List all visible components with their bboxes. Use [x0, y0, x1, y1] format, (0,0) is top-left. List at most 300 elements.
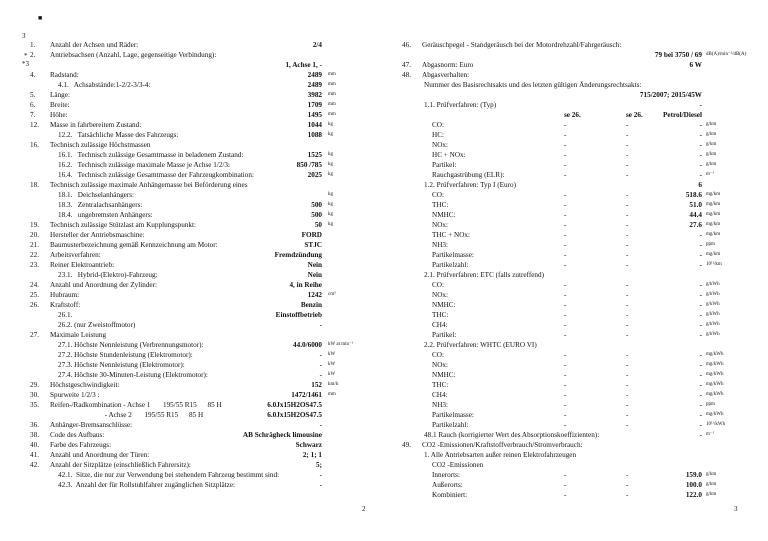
spec-row: [0, 200, 384, 210]
item-number: 12.: [30, 121, 39, 129]
item-label: NOx:: [432, 291, 448, 299]
item-unit: cm³: [328, 292, 336, 297]
item-label: THC + NOx:: [432, 231, 470, 239]
emission-row: [384, 300, 768, 310]
spec-row: [0, 350, 384, 360]
item-label: CO:: [432, 351, 444, 359]
emission-row: [384, 320, 768, 330]
item-value: Benzin: [300, 301, 322, 309]
item-number: 27.: [30, 331, 39, 339]
column-2-value: -: [626, 131, 629, 139]
corner-mark: *3: [22, 60, 29, 68]
emission-row: [384, 90, 768, 100]
column-1-value: -: [564, 471, 567, 479]
item-label: Baumusterbezeichnung gemäß Kennzeichnung am Motor:: [50, 241, 218, 249]
item-label: Technisch zulässige Höchstmassen: [50, 141, 151, 149]
emission-row: [384, 190, 768, 200]
item-unit: m⁻¹: [706, 432, 715, 437]
item-label: Höchstgeschwindigkeit:: [50, 381, 120, 389]
item-value: 27.6: [689, 221, 702, 229]
column-1-value: -: [564, 331, 567, 339]
spec-row: [0, 460, 384, 470]
item-label: Reifen-/Radkombination - Achse 1 195/55 R15 85 H: [50, 401, 222, 409]
item-value: -: [699, 411, 702, 419]
spec-row: [0, 210, 384, 220]
column-1-value: se 26.: [564, 111, 581, 119]
item-label: 27.2. Höchste Stundenleistung (Elektromotor):: [58, 351, 193, 359]
column-1-value: -: [564, 161, 567, 169]
item-value: -: [319, 351, 322, 359]
spec-row: [0, 440, 384, 450]
item-value: 44.0/6000: [293, 341, 322, 349]
column-1-value: -: [564, 211, 567, 219]
column-2-value: -: [626, 261, 629, 269]
item-label: Partikelzahl:: [432, 421, 469, 429]
item-label: 27.3. Höchste Nennleistung (Elektromotor):: [58, 361, 185, 369]
item-number: 40.: [30, 441, 39, 449]
column-2-value: -: [626, 151, 629, 159]
item-label: 4.1. Achsabstände:1-2/2-3/3-4:: [58, 81, 151, 89]
item-unit: g/km: [706, 482, 717, 487]
column-2-value: -: [626, 291, 629, 299]
item-number: 38.: [30, 431, 39, 439]
emission-row: [384, 250, 768, 260]
item-unit: kg: [328, 162, 333, 167]
item-label: Höhe:: [50, 111, 68, 119]
column-1-value: -: [564, 491, 567, 499]
item-label: Antriebsachsen (Anzahl, Lage, gegenseitige Verbindung):: [50, 51, 217, 59]
item-value: 44.4: [689, 211, 702, 219]
item-value: -: [699, 391, 702, 399]
item-number: 42.: [30, 461, 39, 469]
column-2-value: -: [626, 371, 629, 379]
spec-row: [0, 80, 384, 90]
item-number: 41.: [30, 451, 39, 459]
spec-row: [0, 400, 384, 410]
item-label: Nummer des Basisrechtsakts und des letzten gültigen Änderungsrechtsakts:: [424, 81, 642, 89]
item-value: 1525: [307, 151, 322, 159]
item-value: 3982: [307, 91, 322, 99]
column-1-value: -: [564, 231, 567, 239]
item-value: -: [699, 151, 702, 159]
item-value: -: [699, 291, 702, 299]
item-label: Technisch zulässige Stützlast am Kupplungspunkt:: [50, 221, 197, 229]
emission-row: [384, 260, 768, 270]
item-number: 49.: [402, 441, 411, 449]
emission-row: [384, 400, 768, 410]
item-label: THC:: [432, 201, 449, 209]
item-number: 16.: [30, 141, 39, 149]
column-1-value: -: [564, 171, 567, 179]
item-unit: g/km: [706, 492, 717, 497]
column-1-value: -: [564, 201, 567, 209]
emission-row: [384, 60, 768, 70]
item-label: 16.4. Technisch zulässige Gesamtmasse der Fahrzeugkombination:: [58, 171, 254, 179]
item-unit: mm: [328, 72, 336, 77]
item-label: CO2 -Emissionen/Kraftstoffverbrauch/Stromverbrauch:: [422, 441, 583, 449]
item-value: 2489: [307, 81, 322, 89]
item-value: 500: [311, 211, 322, 219]
spec-row: [0, 240, 384, 250]
column-2-value: -: [626, 221, 629, 229]
item-label: Masse in fahrbereitem Zustand:: [50, 121, 142, 129]
item-label: 18.1. Deichselanhängers:: [58, 191, 135, 199]
item-unit: ppm: [706, 242, 715, 247]
emission-row: [384, 430, 768, 440]
item-unit: mg/kWh: [706, 362, 724, 367]
item-label: CO:: [432, 281, 444, 289]
item-value: -: [699, 381, 702, 389]
item-label: 42.1. Sitze, die nur zur Verwendung bei stehendem Fahrzeug bestimmt sind:: [58, 471, 280, 479]
item-unit: mg/km: [706, 252, 721, 257]
item-value: 850 /785: [296, 161, 322, 169]
column-2-value: -: [626, 331, 629, 339]
item-value: Nein: [307, 261, 322, 269]
item-label: Geräuschpegel - Standgeräusch bei der Motordrehzahl/Fahrgeräusch:: [422, 41, 622, 49]
item-label: Abgasnorm: Euro: [422, 61, 474, 69]
item-number: 4.: [30, 71, 36, 79]
item-label: NH3:: [432, 241, 448, 249]
item-unit: g/km: [706, 472, 717, 477]
column-2-value: -: [626, 171, 629, 179]
item-value: 6.0Jx15H2OS47.5: [267, 411, 322, 419]
item-value: -: [699, 321, 702, 329]
item-label: Hersteller der Antriebsmaschine:: [50, 231, 145, 239]
item-unit: g/km: [706, 132, 717, 137]
item-label: Arbeitsverfahren:: [50, 251, 101, 259]
emission-row: [384, 410, 768, 420]
emission-row: [384, 140, 768, 150]
item-unit: kg: [328, 152, 333, 157]
emission-row: [384, 330, 768, 340]
item-label: Spurweite 1/2/3 :: [50, 391, 100, 399]
item-unit: mg/kWh: [706, 372, 724, 377]
item-value: -: [699, 101, 702, 109]
spec-row: [0, 340, 384, 350]
item-label: CO:: [432, 191, 444, 199]
item-value: 159.0: [685, 471, 702, 479]
item-number: 47.: [402, 61, 411, 69]
item-value: -: [699, 301, 702, 309]
item-value: -: [699, 401, 702, 409]
column-2-value: -: [626, 301, 629, 309]
item-unit: kW at min⁻¹: [328, 342, 354, 347]
item-label: Anzahl und Anordnung der Zylinder:: [50, 281, 157, 289]
column-1-value: -: [564, 311, 567, 319]
column-2-value: -: [626, 321, 629, 329]
item-unit: mg/kWh: [706, 392, 724, 397]
item-unit: mm: [328, 392, 336, 397]
item-label: HC:: [432, 131, 444, 139]
item-value: -: [699, 121, 702, 129]
item-unit: g/km: [706, 142, 717, 147]
column-1-value: -: [564, 361, 567, 369]
item-unit: kW: [328, 352, 336, 357]
item-value: -: [699, 281, 702, 289]
item-label: NOx:: [432, 361, 448, 369]
column-2-value: -: [626, 251, 629, 259]
emission-row: [384, 170, 768, 180]
item-unit: g/kWh: [706, 302, 720, 307]
item-number: 2.: [30, 51, 36, 59]
item-label: 18.4. ungebremsten Anhängers:: [58, 211, 153, 219]
item-number: 23.: [30, 261, 39, 269]
item-unit: ppm: [706, 402, 715, 407]
item-label: CH4:: [432, 391, 448, 399]
spec-row: [0, 180, 384, 190]
item-label: Hubraum:: [50, 291, 80, 299]
item-unit: g/kWh: [706, 322, 720, 327]
item-number: 20.: [30, 231, 39, 239]
item-label: 1.1. Prüfverfahren: (Typ): [424, 101, 497, 109]
page-number: 3: [734, 505, 738, 513]
item-unit: mg/kWh: [706, 412, 724, 417]
item-unit: kg: [328, 192, 333, 197]
spec-row: [0, 320, 384, 330]
item-value: 1472/1461: [291, 391, 322, 399]
column-1-value: -: [564, 351, 567, 359]
item-unit: mm: [328, 92, 336, 97]
item-unit: g/kWh: [706, 312, 720, 317]
item-value: 500: [311, 201, 322, 209]
item-value: 6: [698, 181, 702, 189]
item-value: Petrol/Diesel: [663, 111, 702, 119]
item-label: Innerorts:: [432, 471, 460, 479]
item-label: NMHC:: [432, 301, 456, 309]
item-value: 1709: [307, 101, 322, 109]
emission-row: [384, 40, 768, 50]
emission-row: [384, 80, 768, 90]
item-value: -: [699, 421, 702, 429]
emission-row: [384, 420, 768, 430]
column-1-value: -: [564, 291, 567, 299]
item-label: NMHC:: [432, 211, 456, 219]
item-value: -: [699, 141, 702, 149]
column-2-value: -: [626, 161, 629, 169]
column-2-value: -: [626, 381, 629, 389]
item-label: Anzahl und Anordnung der Türen:: [50, 451, 150, 459]
emission-row: [384, 340, 768, 350]
emission-row: [384, 310, 768, 320]
spec-row: [0, 330, 384, 340]
column-1-value: -: [564, 421, 567, 429]
item-value: -: [699, 171, 702, 179]
column-1-value: -: [564, 481, 567, 489]
emission-row: [384, 220, 768, 230]
item-label: 48.1 Rauch (korrigierter Wert des Absorptionskoeffizienten):: [424, 431, 600, 439]
item-value: -: [319, 481, 322, 489]
corner-mark: 3: [22, 32, 26, 40]
item-label: 23.1. Hybrid-(Elektro)-Fahrzeug:: [58, 271, 158, 279]
spec-row: [0, 250, 384, 260]
spec-row: [0, 120, 384, 130]
item-label: Breite:: [50, 101, 70, 109]
spec-row: [0, 390, 384, 400]
item-label: NMHC:: [432, 371, 456, 379]
item-value: STJC: [304, 241, 322, 249]
item-number: 21.: [30, 241, 39, 249]
item-label: NH3:: [432, 401, 448, 409]
item-value: 2025: [307, 171, 322, 179]
column-1-value: -: [564, 151, 567, 159]
spec-row: [0, 450, 384, 460]
column-2-value: se 26.: [626, 111, 643, 119]
spec-row: [0, 420, 384, 430]
page-number: 2: [362, 505, 366, 513]
item-value: -: [319, 361, 322, 369]
item-label: 12.2. Tatsächliche Masse des Fahrzeugs:: [58, 131, 179, 139]
emission-row: [384, 290, 768, 300]
item-label: Partikel:: [432, 161, 457, 169]
emission-row: [384, 110, 768, 120]
column-2-value: -: [626, 421, 629, 429]
item-label: 26.2. (nur Zweistoffmotor): [58, 321, 136, 329]
spec-row: [0, 60, 384, 70]
column-1-value: -: [564, 301, 567, 309]
item-number: 48.: [402, 71, 411, 79]
item-label: Länge:: [50, 91, 70, 99]
item-unit: mg/kWh: [706, 382, 724, 387]
spec-row: [0, 110, 384, 120]
column-2-value: -: [626, 491, 629, 499]
item-value: 2; 1; 1: [302, 451, 322, 459]
item-unit: mm: [328, 102, 336, 107]
item-unit: mg/kWh: [706, 352, 724, 357]
item-value: 50: [314, 221, 322, 229]
item-label: CO2 -Emissionen: [432, 461, 484, 469]
item-unit: kW: [328, 372, 336, 377]
item-value: -: [699, 431, 702, 439]
column-2-value: -: [626, 481, 629, 489]
item-label: 42.3. Anzahl der für Rollstuhlfahrer zugänglichen Sitzplätze:: [58, 481, 236, 489]
spec-row: [0, 90, 384, 100]
spec-row: [0, 370, 384, 380]
column-2-value: -: [626, 391, 629, 399]
item-unit: kg: [328, 212, 333, 217]
emission-row: [384, 130, 768, 140]
item-value: -: [319, 371, 322, 379]
emission-row: [384, 270, 768, 280]
item-number: 6.: [30, 101, 36, 109]
spec-row: [0, 380, 384, 390]
item-unit: 10¹¹/kWh: [706, 422, 726, 427]
item-value: 2489: [307, 71, 322, 79]
item-label: 26.1.: [58, 311, 73, 319]
item-value: 122.0: [685, 491, 702, 499]
column-1-value: -: [564, 251, 567, 259]
item-label: 1. Alle Antriebsarten außer reinen Elektrofahrzeugen: [424, 451, 577, 459]
item-value: -: [699, 241, 702, 249]
column-1-value: -: [564, 371, 567, 379]
item-unit: mg/km: [706, 192, 721, 197]
item-label: Kraftstoff:: [50, 301, 81, 309]
item-number: 25.: [30, 291, 39, 299]
item-value: 152: [311, 381, 322, 389]
item-unit: g/km: [706, 122, 717, 127]
item-number: 36.: [30, 421, 39, 429]
item-label: Maximale Leistung: [50, 331, 107, 339]
column-2-value: -: [626, 191, 629, 199]
emission-row: [384, 390, 768, 400]
item-label: - Achse 2 195/55 R15 85 H: [58, 411, 204, 419]
item-value: 1242: [307, 291, 322, 299]
item-number: 24.: [30, 281, 39, 289]
spec-row: [0, 50, 384, 60]
column-2-value: -: [626, 241, 629, 249]
item-label: Anzahl der Sitzplätze (einschließlich Fahrersitz):: [50, 461, 191, 469]
item-value: -: [699, 311, 702, 319]
emission-row: [384, 460, 768, 470]
emission-row: [384, 380, 768, 390]
item-label: Radstand:: [50, 71, 79, 79]
spec-row: [0, 40, 384, 50]
item-label: Abgasverhalten:: [422, 71, 470, 79]
item-unit: mg/km: [706, 202, 721, 207]
emission-row: [384, 50, 768, 60]
item-value: 1044: [307, 121, 322, 129]
column-1-value: -: [564, 321, 567, 329]
spec-row: [0, 260, 384, 270]
column-1-value: -: [564, 241, 567, 249]
column-2-value: -: [626, 211, 629, 219]
item-value: 4, in Reihe: [289, 281, 322, 289]
item-unit: kg: [328, 132, 333, 137]
item-unit: g/km: [706, 162, 717, 167]
emission-row: [384, 160, 768, 170]
item-value: -: [319, 421, 322, 429]
item-value: Schwarz: [295, 441, 322, 449]
item-unit: g/kWh: [706, 332, 720, 337]
item-value: -: [319, 471, 322, 479]
item-label: Rauchgastrübung (ELR):: [432, 171, 505, 179]
emission-row: [384, 350, 768, 360]
spec-row: [0, 150, 384, 160]
item-label: Partikelmasse:: [432, 411, 474, 419]
column-2-value: -: [626, 361, 629, 369]
item-label: CH4:: [432, 321, 448, 329]
item-number: 5.: [30, 91, 36, 99]
item-number: 46.: [402, 41, 411, 49]
spec-row: [0, 300, 384, 310]
item-value: -: [699, 351, 702, 359]
item-unit: mg/km: [706, 222, 721, 227]
item-label: Anzahl der Achsen und Räder:: [50, 41, 139, 49]
item-number: 30.: [30, 391, 39, 399]
emission-row: [384, 150, 768, 160]
emission-row: [384, 240, 768, 250]
column-1-value: -: [564, 391, 567, 399]
item-unit: 10¹¹/km: [706, 262, 722, 267]
item-value: -: [699, 361, 702, 369]
item-value: 79 bei 3750 / 69: [654, 51, 702, 59]
column-1-value: -: [564, 381, 567, 389]
item-unit: mg/km: [706, 212, 721, 217]
item-value: FORD: [301, 231, 322, 239]
column-2-value: -: [626, 121, 629, 129]
item-label: Code des Aufbaus:: [50, 431, 105, 439]
item-number: 35.: [30, 401, 39, 409]
spec-row: [0, 190, 384, 200]
item-unit: g/km: [706, 152, 717, 157]
column-1-value: -: [564, 131, 567, 139]
item-label: Technisch zulässige maximale Anhängemasse bei Beförderung eines: [50, 181, 248, 189]
item-label: 27.4. Höchste 30-Minuten-Leistung (Elektromotor):: [58, 371, 208, 379]
column-2-value: -: [626, 471, 629, 479]
item-label: Anhänger-Bremsanschlüsse:: [50, 421, 133, 429]
item-unit: mm: [328, 82, 336, 87]
column-1-value: -: [564, 261, 567, 269]
spec-row: [0, 310, 384, 320]
